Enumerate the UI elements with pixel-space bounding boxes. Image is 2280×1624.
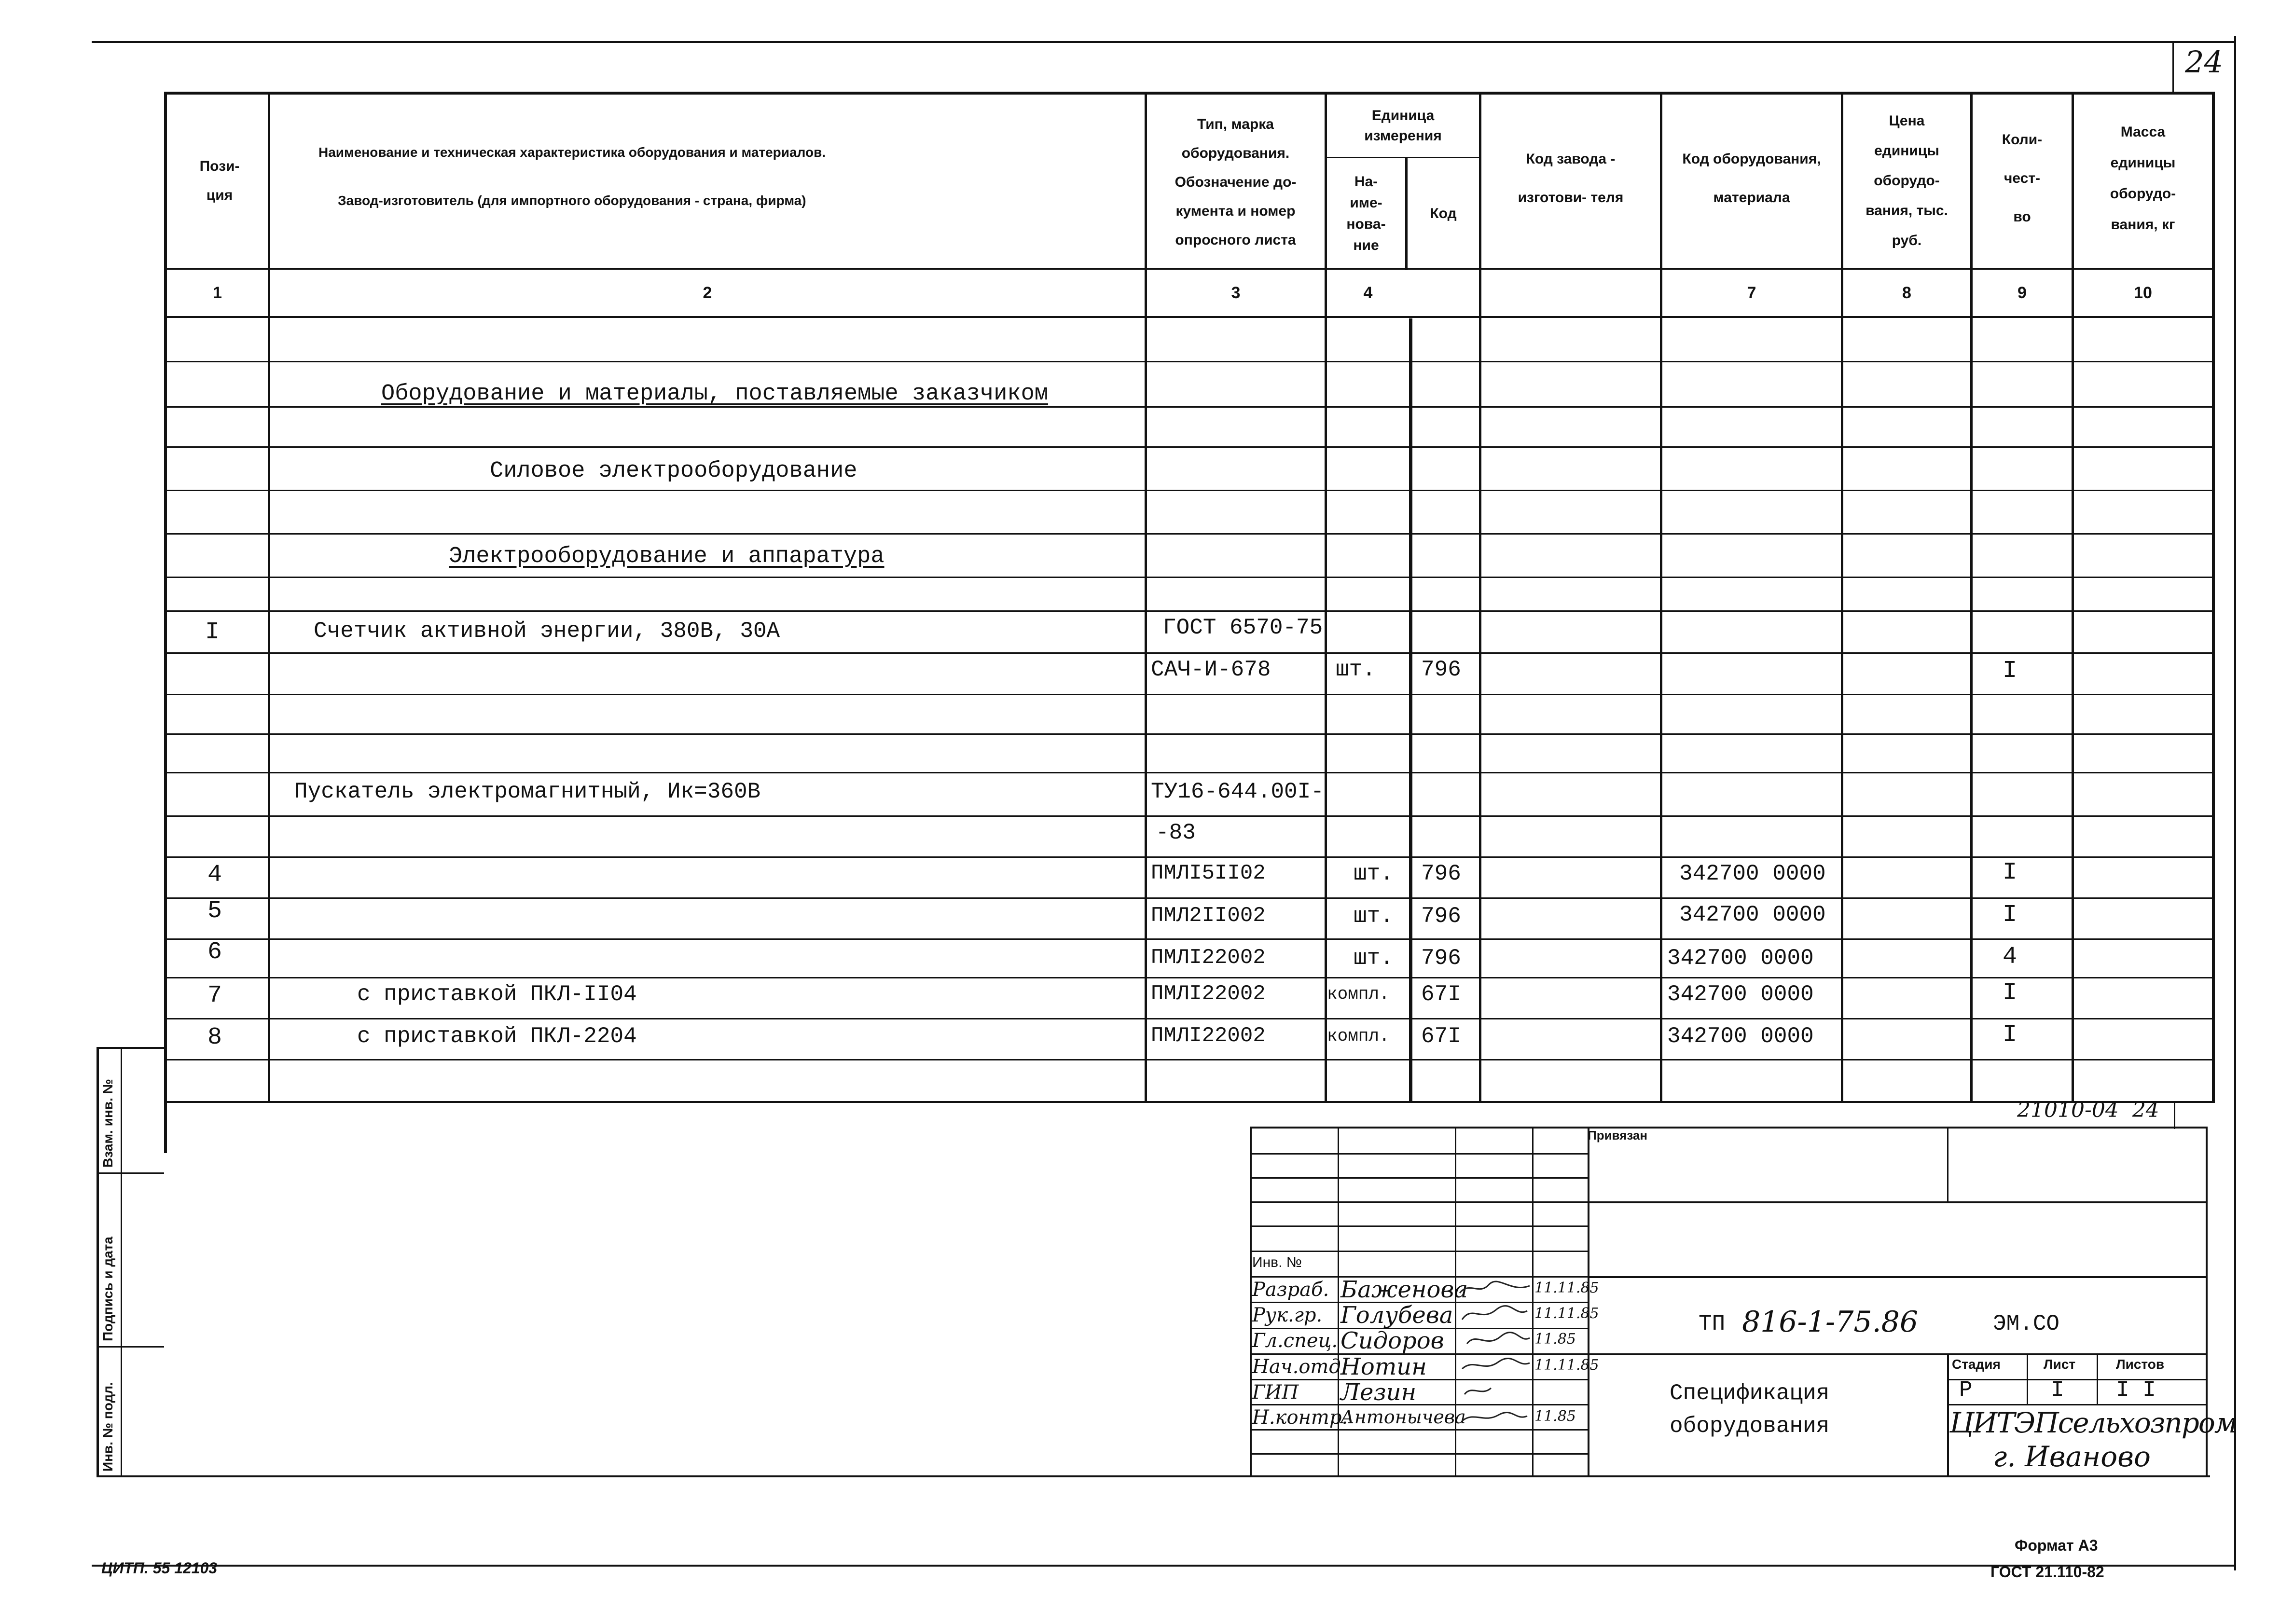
document-title-line2: оборудования	[1670, 1414, 1830, 1439]
row-position: 6	[207, 938, 222, 966]
organization-city: г. Иваново	[1993, 1440, 2151, 1473]
signature-mark	[1462, 1306, 1527, 1320]
row-type: ГОСТ 6570-75	[1163, 615, 1323, 640]
column-number: 8	[1902, 284, 1911, 302]
name-norm-control: Антонычева	[1340, 1406, 1466, 1428]
row-unit-code: 67I	[1421, 1024, 1461, 1049]
signature-mark	[1460, 1281, 1530, 1293]
row-type: ПМЛ2II002	[1151, 904, 1266, 928]
sheet-number-top: 24	[2185, 44, 2223, 80]
row-position: I	[205, 619, 220, 646]
signature-mark	[1462, 1413, 1527, 1421]
row-equipment-code: 342700 0000	[1667, 946, 1814, 971]
row-unit-code: 796	[1421, 904, 1461, 929]
signatures	[1457, 1276, 1532, 1431]
header-type: Тип, марка оборудования. Обозначение до- кумента и номер опросного листа	[1175, 116, 1297, 248]
row-quantity: I	[2003, 979, 2017, 1007]
signature-mark	[1467, 1333, 1530, 1344]
row-position: 8	[207, 1024, 222, 1051]
format-label: Формат А3	[2015, 1537, 2098, 1554]
column-number: 7	[1747, 284, 1756, 302]
row-unit: шт.	[1336, 657, 1376, 682]
stage-value: Р	[1959, 1377, 1973, 1403]
row-quantity: I	[2003, 859, 2017, 886]
row-name: с приставкой ПКЛ-2204	[357, 1024, 637, 1049]
footer-code: ЦИТП. 55 12103	[101, 1559, 218, 1577]
row-quantity: I	[2003, 901, 2017, 929]
header-unit-name: На- име- нова- ние	[1346, 173, 1386, 253]
doc-ref: 21010-04 24	[2017, 1098, 2159, 1122]
date-chief-specialist: 11.85	[1534, 1331, 1576, 1348]
row-type: ТУ16-644.00I-	[1151, 779, 1324, 804]
row-unit: шт.	[1354, 861, 1394, 886]
signature-mark	[1465, 1388, 1491, 1394]
row-position: 7	[207, 982, 222, 1009]
document-title-line1: Спецификация	[1670, 1381, 1830, 1406]
column-number: 9	[2017, 284, 2027, 302]
role-norm-control: Н.контр.	[1252, 1406, 1348, 1429]
privyazan-label: Привязан	[1588, 1128, 1648, 1142]
row-type: ПМЛI22002	[1151, 982, 1266, 1006]
row-type: -83	[1156, 820, 1196, 845]
name-developer: Баженова	[1340, 1276, 1468, 1303]
name-chief-engineer: Лезин	[1340, 1379, 1417, 1406]
organization-name: ЦИТЭПсельхозпром	[1949, 1406, 2237, 1439]
row-unit: шт.	[1354, 946, 1394, 971]
role-group-lead: Рук.гр.	[1252, 1304, 1323, 1326]
stamp-original-inv: Инв. № подл.	[100, 1382, 115, 1472]
name-dept-head: Нотин	[1340, 1353, 1427, 1380]
header-unit-code: Код	[1430, 205, 1457, 221]
section-power: Силовое электрооборудование	[490, 458, 857, 484]
document-mark: ЭМ.СО	[1993, 1311, 2060, 1336]
standard-label: ГОСТ 21.110-82	[1990, 1563, 2104, 1581]
row-equipment-code: 342700 0000	[1667, 982, 1814, 1007]
name-chief-specialist: Сидоров	[1340, 1327, 1444, 1354]
column-number: 4	[1363, 284, 1373, 302]
row-type: ПМЛI5II02	[1151, 861, 1266, 885]
header-maker-code: Код завода - изготови- теля	[1518, 151, 1624, 206]
role-developer: Разраб.	[1252, 1279, 1329, 1301]
row-name: Счетчик активной энергии, 380В, 30А	[314, 619, 780, 644]
signature-mark	[1462, 1358, 1530, 1369]
row-unit: компл.	[1327, 984, 1390, 1004]
row-unit: компл.	[1327, 1026, 1390, 1046]
row-unit-code: 796	[1421, 657, 1461, 682]
column-number: 1	[213, 284, 222, 302]
row-type: ПМЛI22002	[1151, 946, 1266, 970]
row-type: ПМЛI22002	[1151, 1024, 1266, 1048]
section-customer-supplied: Оборудование и материалы, поставляемые заказчиком	[381, 381, 1049, 407]
row-unit-code: 67I	[1421, 982, 1461, 1007]
row-name: Пускатель электромагнитный, Ик=360В	[294, 779, 761, 804]
header-unit-mass: Масса единицы оборудо- вания, кг	[2110, 124, 2176, 233]
date-norm-control: 11.85	[1534, 1408, 1576, 1425]
column-number: 3	[1231, 284, 1241, 302]
stamp-replaced-inv: Взам. инв. №	[100, 1079, 115, 1168]
row-quantity: I	[2003, 1021, 2017, 1049]
sheet-label: Лист	[2044, 1357, 2076, 1372]
inv-no-label: Инв. №	[1252, 1254, 1302, 1270]
row-position: 4	[207, 861, 222, 889]
header-position: Пози- ция	[199, 158, 240, 203]
row-quantity: 4	[2003, 943, 2017, 971]
designation-prefix: ТП	[1699, 1311, 1726, 1336]
header-unit-group: Единица измерения	[1364, 108, 1442, 144]
role-chief-engineer: ГИП	[1252, 1381, 1299, 1404]
header-quantity: Коли- чест- во	[2002, 132, 2043, 225]
date-dept-head: 11.11.85	[1534, 1357, 1599, 1374]
header-name-line2: Завод-изготовитель (для импортного оборудования - страна, фирма)	[338, 193, 806, 208]
date-group-lead: 11.11.85	[1534, 1305, 1599, 1322]
row-position: 5	[207, 897, 222, 925]
header-unit-price: Цена единицы оборудо- вания, тыс. руб.	[1865, 113, 1948, 248]
column-number: 2	[703, 284, 712, 302]
column-number: 10	[2134, 284, 2152, 302]
date-developer: 11.11.85	[1534, 1280, 1599, 1296]
sheets-value: I I	[2116, 1377, 2156, 1403]
role-chief-specialist: Гл.спец.	[1252, 1330, 1338, 1352]
designation: 816-1-75.86	[1742, 1305, 1919, 1339]
row-type: САЧ-И-678	[1151, 657, 1271, 682]
stage-label: Стадия	[1952, 1357, 2001, 1372]
name-group-lead: Голубева	[1340, 1302, 1453, 1329]
row-unit-code: 796	[1421, 861, 1461, 886]
row-unit-code: 796	[1421, 946, 1461, 971]
row-name: с приставкой ПКЛ-II04	[357, 982, 637, 1007]
section-apparatus: Электрооборудование и аппаратура	[449, 544, 884, 569]
sheets-label: Листов	[2116, 1357, 2165, 1372]
row-quantity: I	[2003, 657, 2017, 685]
stamp-signature-date: Подпись и дата	[100, 1237, 115, 1341]
row-equipment-code: 342700 0000	[1667, 1024, 1814, 1049]
row-equipment-code: 342700 0000	[1679, 902, 1826, 927]
header-equipment-code: Код оборудования, материала	[1682, 151, 1821, 206]
role-dept-head: Нач.отд.	[1252, 1356, 1347, 1378]
row-unit: шт.	[1354, 904, 1394, 929]
header-name-line1: Наименование и техническая характеристика оборудования и материалов.	[318, 145, 826, 160]
sheet-value: I	[2051, 1377, 2064, 1403]
row-equipment-code: 342700 0000	[1679, 861, 1826, 886]
